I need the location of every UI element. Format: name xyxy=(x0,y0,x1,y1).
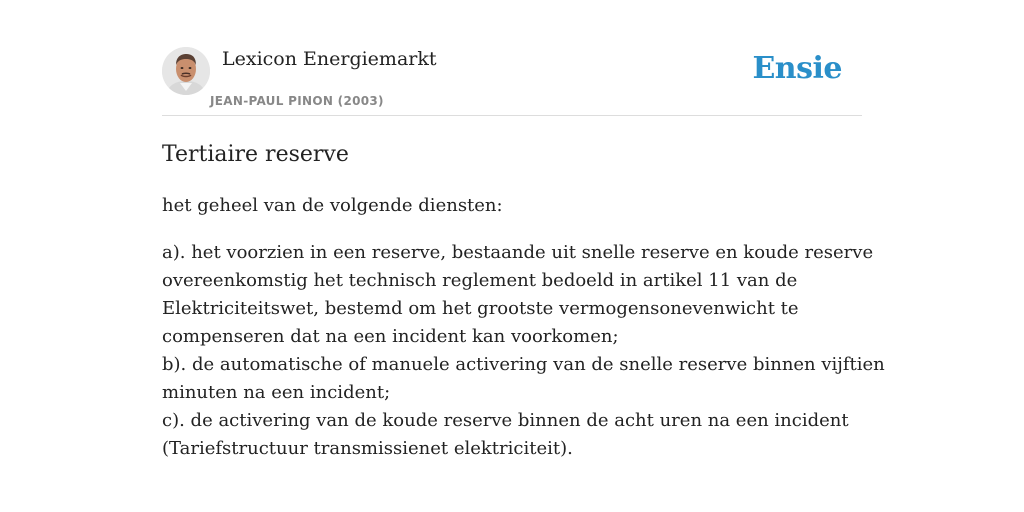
definition-line: compenseren dat na een incident kan voorkomen; xyxy=(162,326,619,347)
term-title: Tertiaire reserve xyxy=(162,142,349,167)
ensie-logo[interactable]: Ensie xyxy=(752,51,842,86)
header xyxy=(162,44,862,116)
definition-line: (Tariefstructuur transmissienet elektriciteit). xyxy=(162,438,573,459)
author-avatar xyxy=(162,47,210,95)
definition-line: b). de automatische of manuele activering van de snelle reserve binnen vijftien xyxy=(162,354,885,375)
definition-body xyxy=(162,192,885,463)
author-name[interactable]: JEAN-PAUL PINON (2003) xyxy=(210,94,384,108)
definition-line: minuten na een incident; xyxy=(162,382,391,403)
definition-intro: het geheel van de volgende diensten: xyxy=(162,195,503,216)
author-portrait-icon xyxy=(162,47,210,95)
definition-card xyxy=(162,44,885,463)
definition-line: a). het voorzien in een reserve, bestaande uit snelle reserve en koude reserve xyxy=(162,242,874,263)
lexicon-title[interactable]: Lexicon Energiemarkt xyxy=(222,48,437,70)
definition-line: c). de activering van de koude reserve binnen de acht uren na een incident xyxy=(162,410,849,431)
definition-line: overeenkomstig het technisch reglement bedoeld in artikel 11 van de xyxy=(162,270,798,291)
definition-line: Elektriciteitswet, bestemd om het grootste vermogensonevenwicht te xyxy=(162,298,799,319)
